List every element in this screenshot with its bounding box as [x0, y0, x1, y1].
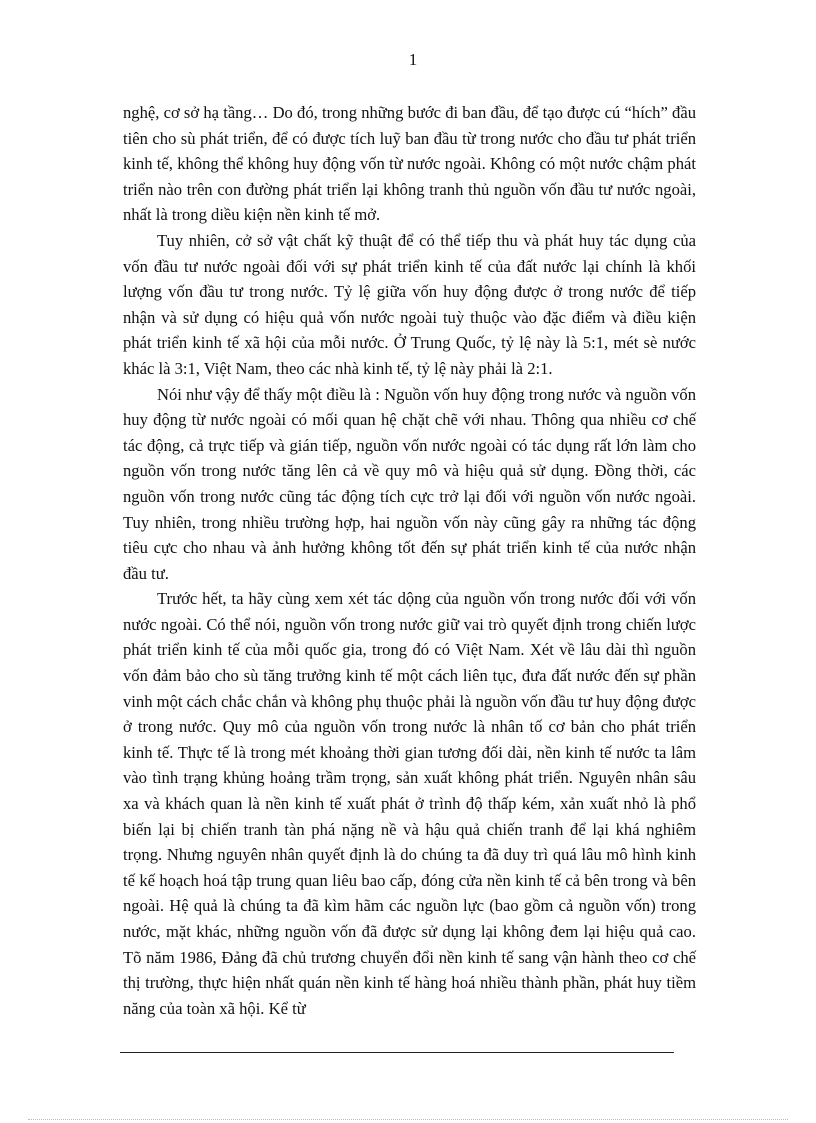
paragraph-relationship: Nói như vậy để thấy một điều là : Nguồn vốn huy động trong nước và nguồn vốn huy động từ nước ngoài có mối quan hệ chặt chẽ với nhau. Thông qua nhiều cơ chế tác động, cả trực tiếp và gián tiếp, nguồn vốn nước ngoài có tác dụng rất lớn làm cho nguồn vốn trong nước tăng lên cả về quy mô và hiệu quả sử dụng. Đồng thời, các nguồn vốn trong nước cũng tác động tích cực trở lại đối với nguồn vốn nước ngoài. Tuy nhiên, trong nhiều trường hợp, hai nguồn vốn này cũng gây ra những tác động tiêu cực cho nhau và ảnh hưởng không tốt đến sự phát triển kinh tế của nước nhận đầu tư. [123, 384, 696, 583]
paragraph-domestic-capital: Trước hết, ta hãy cùng xem xét tác dộng của nguồn vốn trong nước đối với vốn nước ngoài. Có thể nói, nguồn vốn trong nước giữ vai trò quyết định trong chiến lược phát triển kinh tế của mỗi quốc gia, trong đó có Việt Nam. Xét về lâu dài thì nguồn vốn đảm bảo cho sù tăng trưởng kinh tế một cách liên tục, đưa đất nước đến sự phần vinh một cách chắc chắn và không phụ thuộc phải là nguồn vốn đầu tư huy động được ở trong nước. Quy mô của nguồn vốn trong nước là nhân tố cơ bản cho phát triển kinh tế. Thực tế là trong mét khoảng thời gian tương đối dài, nền kinh tế nước ta lâm vào tình trạng khủng hoảng trầm trọng, sản xuất không phát triển. Nguyên nhân sâu xa và khách quan là nền kinh tế xuất phát ở trình độ thấp kém, xản xuất nhỏ là phổ biến lại bị chiến tranh tàn phá nặng nề và hậu quả chiến tranh để lại khá nghiêm trọng. Nhưng nguyên nhân quyết định là do chúng ta đã duy trì quá lâu mô hình kinh tế kế hoạch hoá tập trung quan liêu bao cấp, đóng cửa nền kinh tế cả bên trong và bên ngoài. Hệ quả là chúng ta đã kìm hãm các nguồn lực (bao gồm cả nguồn vốn) trong nước, mặt khác, những nguồn vốn đã được sử dụng lại không đem lại hiệu quả cao. Tõ năm 1986, Đảng đã chủ trương chuyển đổi nền kinh tế sang vận hành theo cơ chế thị trường, thực hiện nhất quán nền kinh tế hàng hoá nhiều thành phần, phát huy tiềm năng của toàn xã hội. Kể từ [123, 589, 696, 1018]
page-number: 1 [408, 50, 418, 69]
body-text [123, 100, 696, 1021]
paragraph-infrastructure-ratio: Tuy nhiên, cở sở vật chất kỹ thuật để có thể tiếp thu và phát huy tác dụng của vốn đầu tư nước ngoài đối với sự phát triển kinh tế của đất nước lại chính là khối lượng vốn đầu tư trong nước. Tỷ lệ giữa vốn huy động được ở trong nước để tiếp nhận và sử dụng có hiệu quả vốn nước ngoài tuỳ thuộc vào đặc điểm và điều kiện phát triển kinh tế xã hội của mỗi nước. Ở Trung Quốc, tỷ lệ này là 5:1, mét sè nước khác là 3:1, Việt Nam, theo các nhà kinh tế, tỷ lệ này phải là 2:1. [123, 230, 696, 378]
page-boundary-divider [28, 1119, 788, 1120]
footer-divider [120, 1052, 674, 1053]
paragraph-continuation: nghệ, cơ sở hạ tầng… Do đó, trong những bước đi ban đầu, để tạo được cú “hích” đầu tiên cho sù phát triển, để có được tích luỹ ban đầu từ trong nước cho đầu tư phát triển kinh tế, không thể không huy động vốn từ nước ngoài. Không có một nước chậm phát triển nào trên con đường phát triển lại không tranh thủ nguồn vốn đầu tư nước ngoài, nhất là trong diều kiện nền kinh tế mở. [123, 103, 696, 225]
